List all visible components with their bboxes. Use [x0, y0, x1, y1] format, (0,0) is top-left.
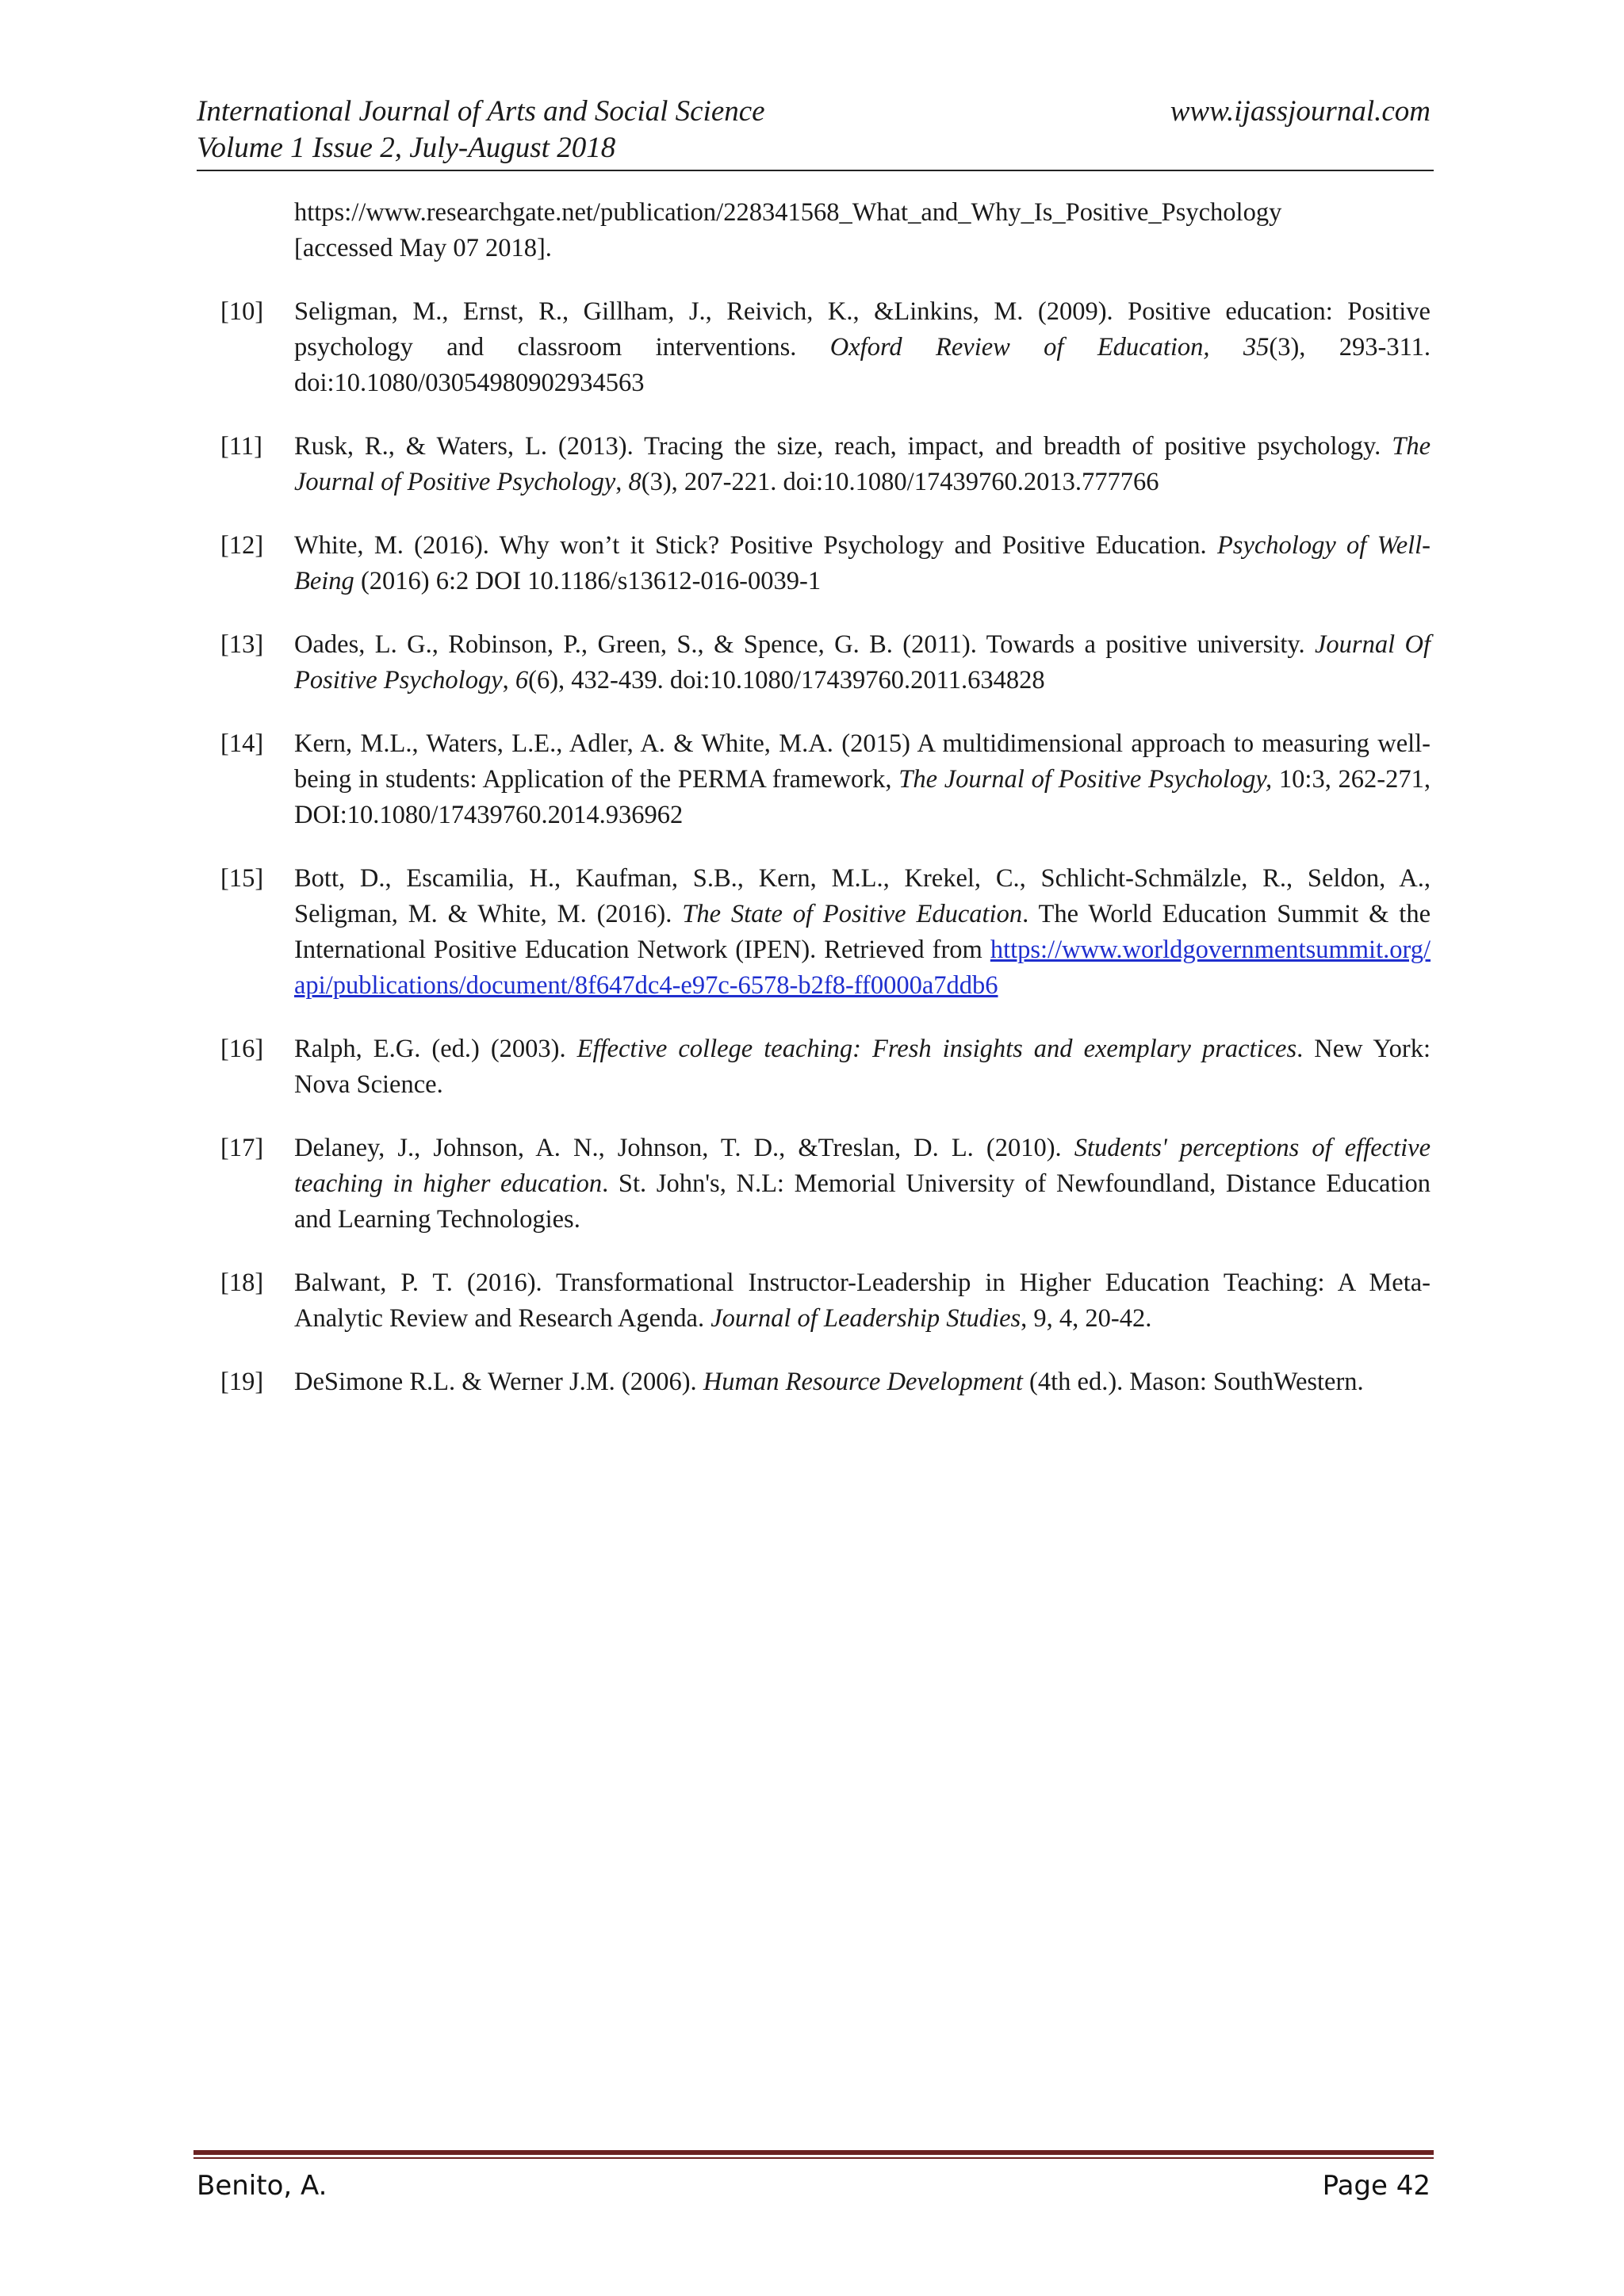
journal-title: International Journal of Arts and Social Science — [197, 95, 765, 128]
reference-number: [13] — [220, 630, 264, 659]
reference-number: [11] — [220, 432, 262, 461]
reference-12 — [220, 528, 1431, 599]
reference-list — [220, 195, 1431, 1428]
reference-number: [14] — [220, 729, 264, 758]
reference-text: , 9, 4, 20-42. — [1021, 1304, 1152, 1333]
journal-issue: Volume 1 Issue 2, July-August 2018 — [197, 132, 616, 164]
reference-volume: 6 — [515, 666, 529, 695]
footer-rule-thin — [193, 2157, 1434, 2159]
page-number: Page 42 — [1322, 2170, 1431, 2202]
continuation-accessed: [accessed May 07 2018]. — [294, 234, 552, 262]
reference-title: Effective college teaching: Fresh insights and exemplary practices — [576, 1035, 1297, 1063]
reference-title: The State of Positive Education — [682, 900, 1023, 928]
reference-separator: , — [502, 666, 515, 695]
footer-rule — [193, 2150, 1434, 2155]
reference-text: Ralph, E.G. (ed.) (2003). — [294, 1035, 577, 1063]
reference-18 — [220, 1265, 1431, 1337]
reference-text: . New York: Nova Science. — [294, 1035, 1431, 1099]
reference-text: . St. John's, N.L: Memorial University of Newfoundland, Distance Education and Learning Technologies. — [294, 1169, 1431, 1234]
reference-text: Bott, D., Escamilia, H., Kaufman, S.B., Kern, M.L., Krekel, C., Schlicht-Schmälzle, R., Seldon, A., Seligman, M. & White, M. (2016). — [294, 864, 1431, 928]
reference-text: White, M. (2016). Why won’t it Stick? Positive Psychology and Positive Education. — [294, 531, 1217, 560]
reference-number: [12] — [220, 531, 264, 560]
reference-journal: The Journal of Positive Psychology, — [898, 765, 1273, 794]
reference-text: 10:3, 262-271, DOI:10.1080/17439760.2014.936962 — [294, 765, 1431, 829]
reference-number: [17] — [220, 1134, 264, 1162]
reference-14 — [220, 726, 1431, 833]
footer-author: Benito, A. — [197, 2170, 327, 2202]
reference-volume: 8 — [628, 468, 642, 496]
reference-continuation — [220, 195, 1431, 266]
reference-text: Kern, M.L., Waters, L.E., Adler, A. & White, M.A. (2015) A multidimensional approach to measuring well-being in students: Application of the PERMA framework, — [294, 729, 1431, 794]
reference-journal: The Journal of Positive Psychology — [294, 432, 1431, 496]
reference-journal: Journal of Leadership Studies — [710, 1304, 1021, 1333]
journal-website[interactable]: www.ijassjournal.com — [1170, 95, 1431, 128]
reference-10 — [220, 294, 1431, 401]
reference-16 — [220, 1031, 1431, 1103]
reference-journal: Oxford Review of Education, 35 — [829, 333, 1270, 362]
reference-text: Oades, L. G., Robinson, P., Green, S., & Spence, G. B. (2011). Towards a positive university. — [294, 630, 1315, 659]
reference-text: Rusk, R., & Waters, L. (2013). Tracing the size, reach, impact, and breadth of positive psychology. — [294, 432, 1392, 461]
page-footer — [197, 2168, 1431, 2203]
reference-journal: Journal Of Positive Psychology — [294, 630, 1431, 695]
reference-13 — [220, 627, 1431, 698]
reference-journal: Psychology of Well-Being — [294, 531, 1431, 595]
reference-number: [15] — [220, 864, 264, 893]
reference-text: (4th ed.). Mason: SouthWestern. — [1022, 1368, 1364, 1396]
reference-text: (6), 432-439. doi:10.1080/17439760.2011.634828 — [528, 666, 1045, 695]
reference-15 — [220, 861, 1431, 1004]
continuation-url: https://www.researchgate.net/publication/228341568_What_and_Why_Is_Positive_Psychology — [294, 198, 1282, 227]
reference-title: Human Resource Development — [703, 1368, 1023, 1396]
reference-text: Balwant, P. T. (2016). Transformational Instructor-Leadership in Higher Education Teaching: A Meta-Analytic Review and Research Agenda. — [294, 1269, 1431, 1333]
reference-text: (2016) 6:2 DOI 10.1186/s13612-016-0039-1 — [354, 567, 822, 595]
reference-text: . The World Education Summit & the International Positive Education Network (IPEN). Retrieved from — [294, 900, 1431, 964]
reference-number: [19] — [220, 1368, 264, 1396]
reference-separator: , — [615, 468, 629, 496]
header-rule — [197, 170, 1434, 171]
reference-link[interactable]: https://www.worldgovernmentsummit.org/api/publications/document/8f647dc4-e97c-6578-b2f8-ff0000a7ddb6 — [294, 936, 1431, 1000]
reference-number: [10] — [220, 297, 264, 326]
reference-text: Delaney, J., Johnson, A. N., Johnson, T. D., &Treslan, D. L. (2010). — [294, 1134, 1074, 1162]
reference-text: (3), 293-311. doi:10.1080/03054980902934563 — [294, 333, 1431, 397]
reference-number: [16] — [220, 1035, 264, 1063]
reference-title: Students' perceptions of effective teaching in higher education — [294, 1134, 1431, 1198]
page-header — [197, 94, 1431, 166]
reference-text: Seligman, M., Ernst, R., Gillham, J., Reivich, K., &Linkins, M. (2009). Positive education: Positive psychology and classroom interventions. — [294, 297, 1431, 362]
reference-text: (3), 207-221. doi:10.1080/17439760.2013.777766 — [641, 468, 1159, 496]
reference-number: [18] — [220, 1269, 264, 1297]
reference-11 — [220, 429, 1431, 500]
reference-19 — [220, 1364, 1431, 1400]
reference-17 — [220, 1131, 1431, 1238]
reference-text: DeSimone R.L. & Werner J.M. (2006). — [294, 1368, 703, 1396]
